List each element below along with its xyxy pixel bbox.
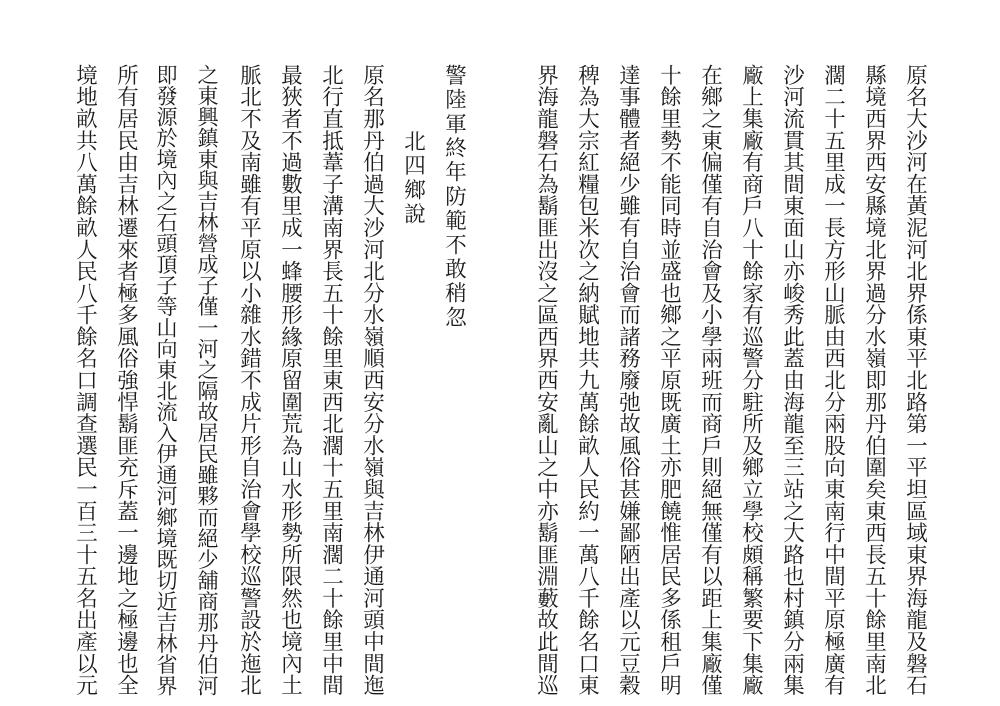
text-column: 達事體者絕少雖有自治會而諸務廢弛故風俗甚嫌鄙陋出產以元豆穀 — [615, 64, 641, 696]
text-column: 警陸軍終年防範不敢稍忽 — [441, 64, 467, 331]
text-column: 濶二十五里成一長方形山脈由西北分兩股向東南行中間平原極廣有 — [820, 64, 846, 696]
text-column: 縣境西界西安縣境北界過分水嶺即那丹伯圍矣東西長五十餘里南北 — [861, 64, 887, 696]
section-heading: 北四鄉說 — [400, 130, 426, 227]
text-column: 在鄉之東偏僅有自治會及小學兩班而商戶則絕無僅有以距上集廠僅 — [697, 64, 723, 696]
text-column: 稗為大宗紅糧包米次之納賦地共九萬餘畝人民約一萬八千餘名口東 — [574, 64, 600, 696]
text-column: 沙河流貫其間東面山亦峻秀此蓋由海龍至三站之大路也村鎮分兩集 — [779, 64, 805, 696]
text-column: 北行直抵葦子溝南界長五十餘里東西北濶十五里南濶二十餘里中間 — [318, 64, 344, 696]
text-column: 即發源於境內之石頭頂子等山向東北流入伊通河鄉境既切近吉林省界 — [154, 64, 180, 696]
text-column: 脈北不及南雖有平原以小雜水錯不成片形自治會學校巡警設於迤北 — [236, 64, 262, 696]
text-column: 境地畝共八萬餘畝人民八千餘名口調查選民一百三十五名出產以元 — [72, 64, 98, 696]
text-column: 最狹者不過數里成一蜂腰形緣原留圍荒為山水形勢所限然也境內土 — [277, 64, 303, 696]
text-column: 之東興鎮東與吉林營成子僅一河之隔故居民雖夥而絕少舖商那丹伯河 — [195, 64, 221, 696]
text-column: 原名大沙河在黃泥河北界係東平北路第一平坦區域東界海龍及磐石 — [902, 64, 928, 696]
text-column: 界海龍磐石為鬍匪出沒之區西界西安亂山之中亦鬍匪淵藪故此間巡 — [533, 64, 559, 696]
text-column: 所有居民由吉林遷來者極多風俗強悍鬍匪充斥蓋一邊地之極邊也全 — [113, 64, 139, 696]
text-column: 原名那丹伯過大沙河北分水嶺順西安分水嶺與吉林伊通河頭中間迤 — [359, 64, 385, 696]
text-column: 廠上集廠有商戶八十餘家有巡警分駐所及鄉立學校頗稱繁要下集廠 — [738, 64, 764, 696]
text-column: 十餘里勢不能同時並盛也鄉之平原既廣土亦肥饒惟居民多係租戶明 — [656, 64, 682, 696]
